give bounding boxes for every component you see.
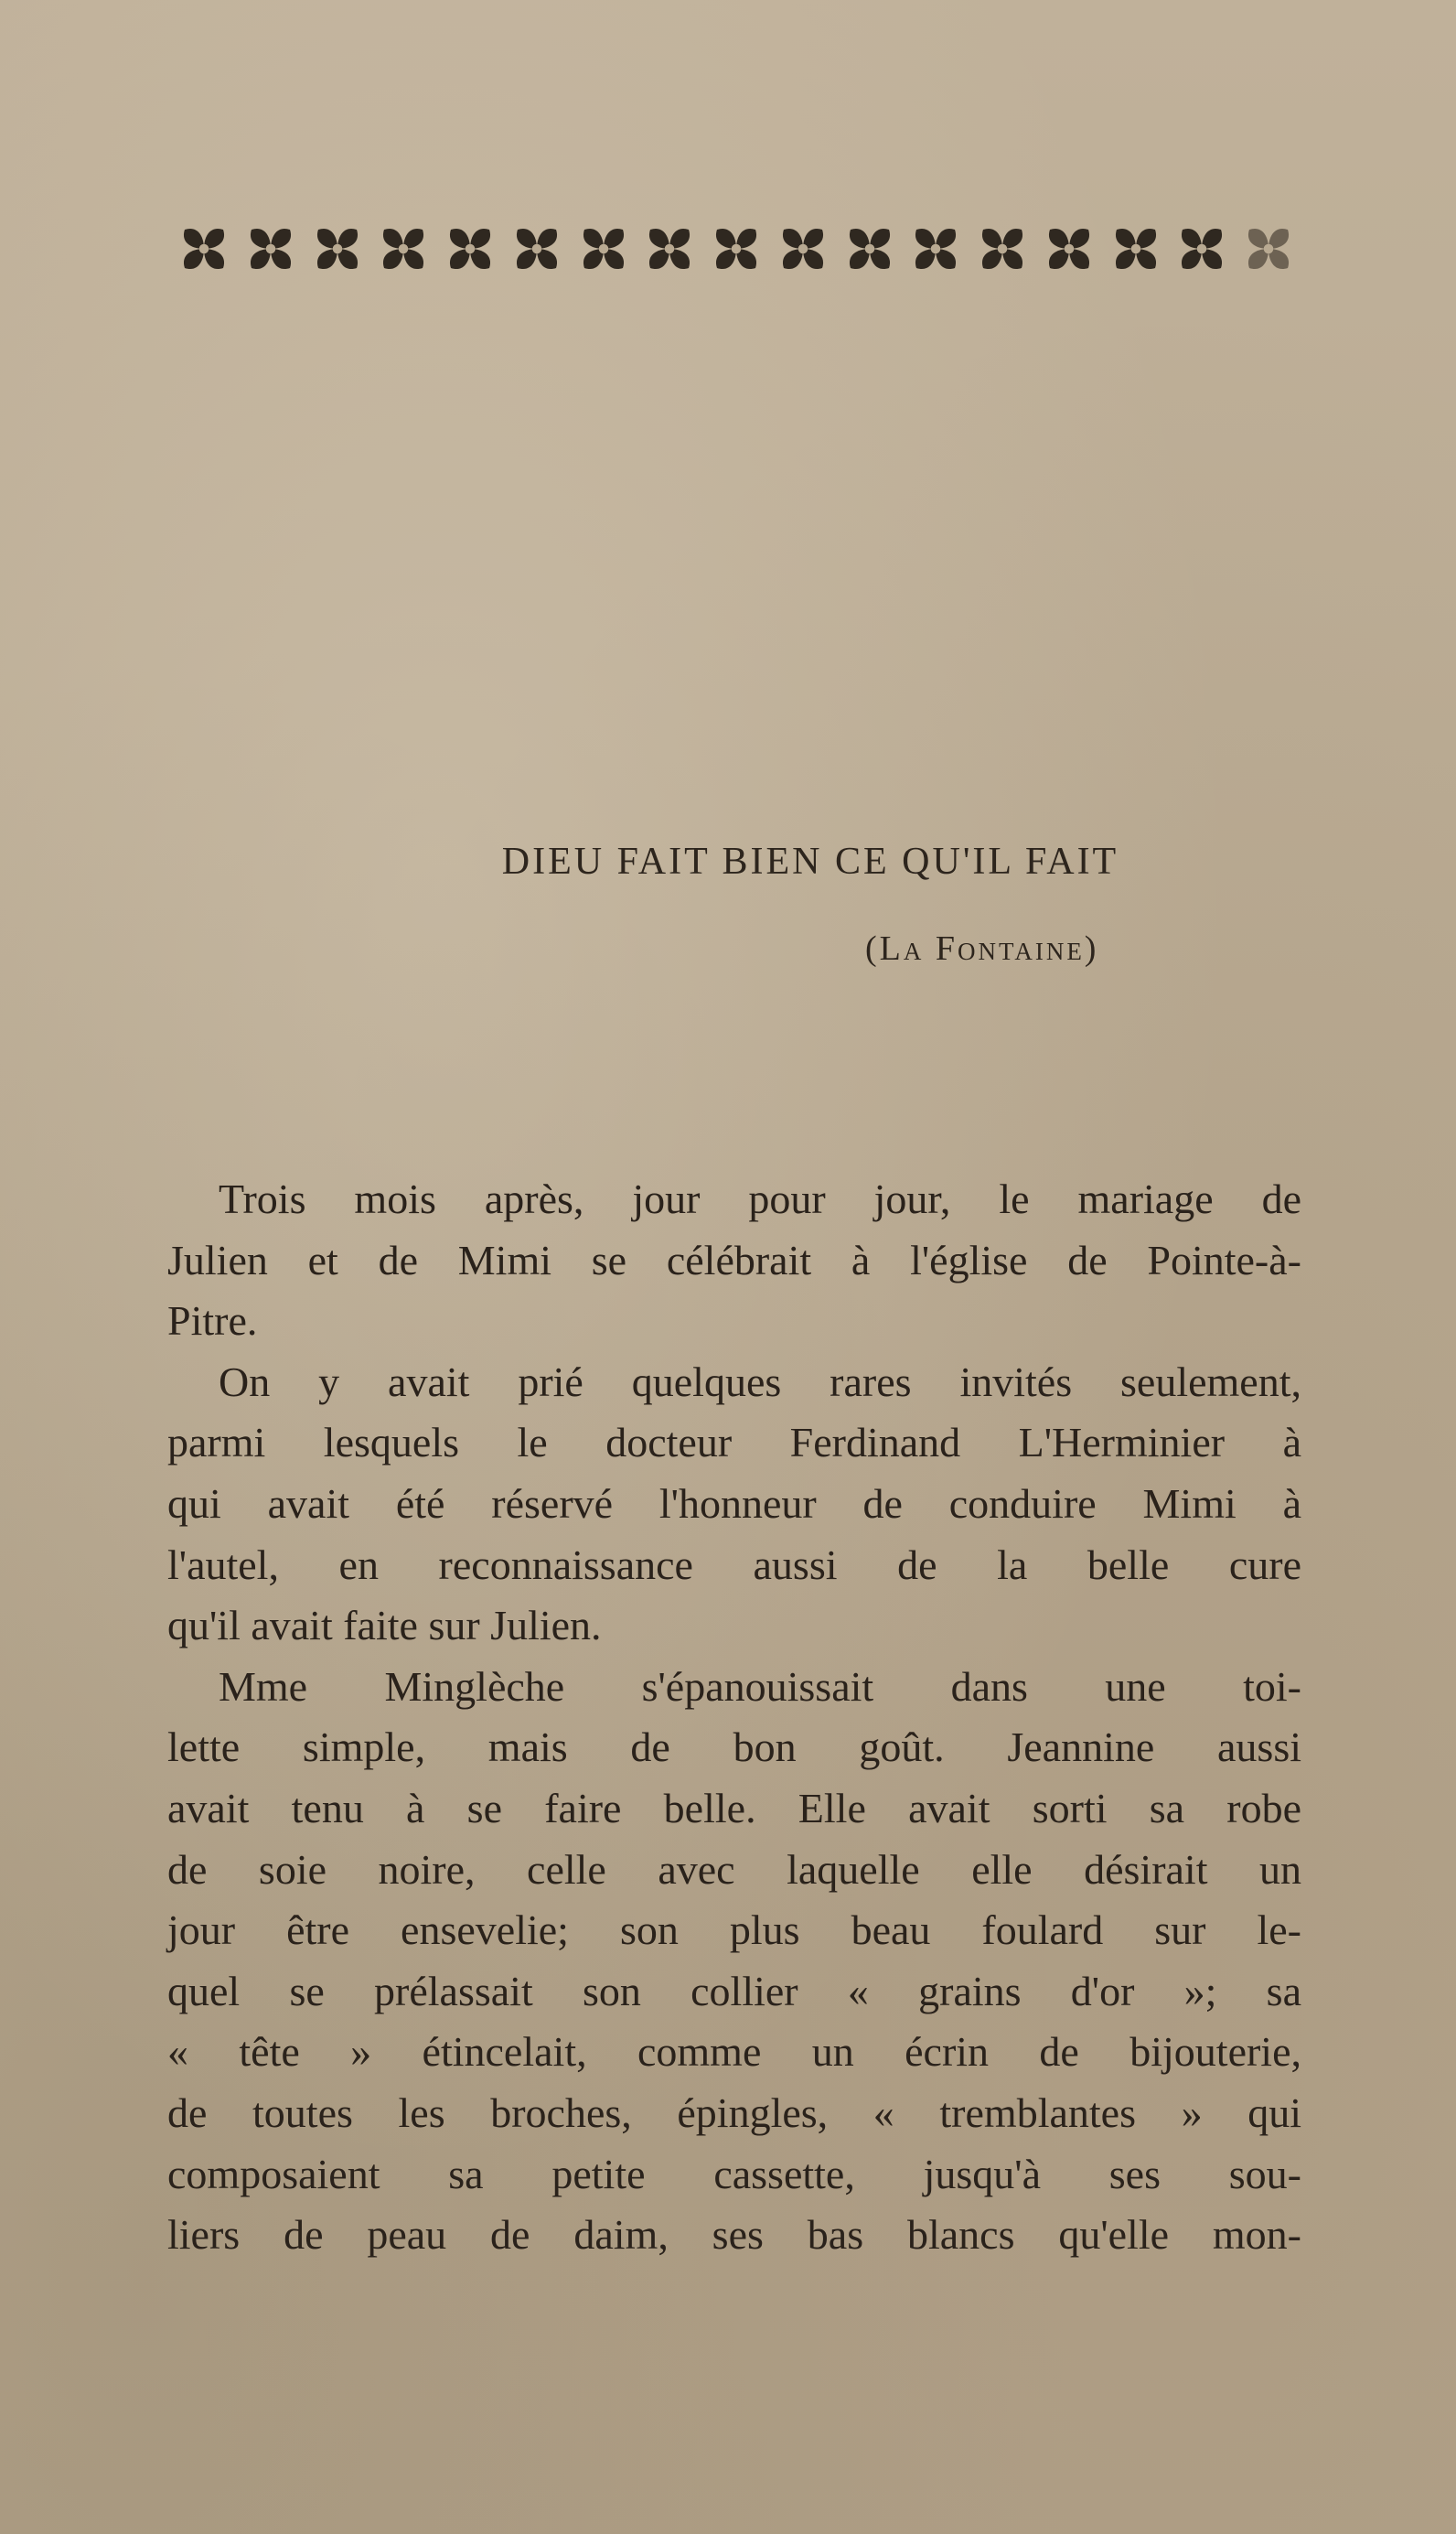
text-line: parmi lesquels le docteur Ferdinand L'Herminier à	[167, 1419, 1301, 1466]
floral-fleuron-icon	[241, 219, 301, 279]
chapter-title: DIEU FAIT BIEN CE QU'IL FAIT	[501, 841, 1119, 883]
text-line: avait tenu à se faire belle. Elle avait sorti sa robe	[167, 1784, 1301, 1831]
text-line: Pitre.	[167, 1297, 258, 1345]
text-line: On y avait prié quelques rares invités seulement,	[219, 1358, 1301, 1405]
floral-fleuron-icon	[1172, 219, 1232, 279]
ornamental-header-band	[174, 212, 1299, 285]
floral-fleuron-icon	[706, 219, 766, 279]
floral-fleuron-icon	[507, 219, 567, 279]
floral-fleuron-icon	[1039, 219, 1099, 279]
text-line: « tête » étincelait, comme un écrin de bijouterie,	[167, 2028, 1301, 2076]
text-line: Mme Minglèche s'épanouissait dans une toi-	[219, 1662, 1301, 1710]
floral-fleuron-icon	[1238, 219, 1299, 279]
floral-fleuron-icon	[905, 219, 966, 279]
floral-fleuron-icon	[972, 219, 1033, 279]
floral-fleuron-icon	[307, 219, 368, 279]
floral-fleuron-icon	[1106, 219, 1166, 279]
text-line: Trois mois après, jour pour jour, le mariage de	[219, 1176, 1301, 1222]
text-line: composaient sa petite cassette, jusqu'à ses sou-	[167, 2150, 1301, 2197]
text-line: Julien et de Mimi se célébrait à l'église de Pointe-à-	[167, 1236, 1301, 1283]
text-line: de toutes les broches, épingles, « tremblantes » qui	[167, 2088, 1301, 2136]
text-line: l'autel, en reconnaissance aussi de la belle cure	[167, 1541, 1301, 1588]
floral-fleuron-icon	[573, 219, 634, 279]
floral-fleuron-icon	[840, 219, 900, 279]
floral-fleuron-icon	[440, 219, 500, 279]
epigraph-attribution: (La Fontaine)	[865, 929, 1099, 968]
text-line: liers de peau de daim, ses bas blancs qu'elle mon-	[167, 2211, 1301, 2259]
text-line: quel se prélassait son collier « grains d'or »; sa	[167, 1967, 1301, 2014]
text-line: qu'il avait faite sur Julien.	[167, 1602, 602, 1649]
text-line: de soie noire, celle avec laquelle elle désirait un	[167, 1845, 1301, 1893]
text-line: qui avait été réservé l'honneur de conduire Mimi à	[167, 1479, 1301, 1527]
body-text	[167, 1169, 1301, 2266]
text-line: lette simple, mais de bon goût. Jeannine aussi	[167, 1723, 1301, 1771]
text-line: jour être ensevelie; son plus beau foulard sur le-	[167, 1906, 1301, 1954]
floral-fleuron-icon	[174, 219, 234, 279]
floral-fleuron-icon	[373, 219, 434, 279]
floral-fleuron-icon	[639, 219, 700, 279]
floral-fleuron-icon	[773, 219, 833, 279]
